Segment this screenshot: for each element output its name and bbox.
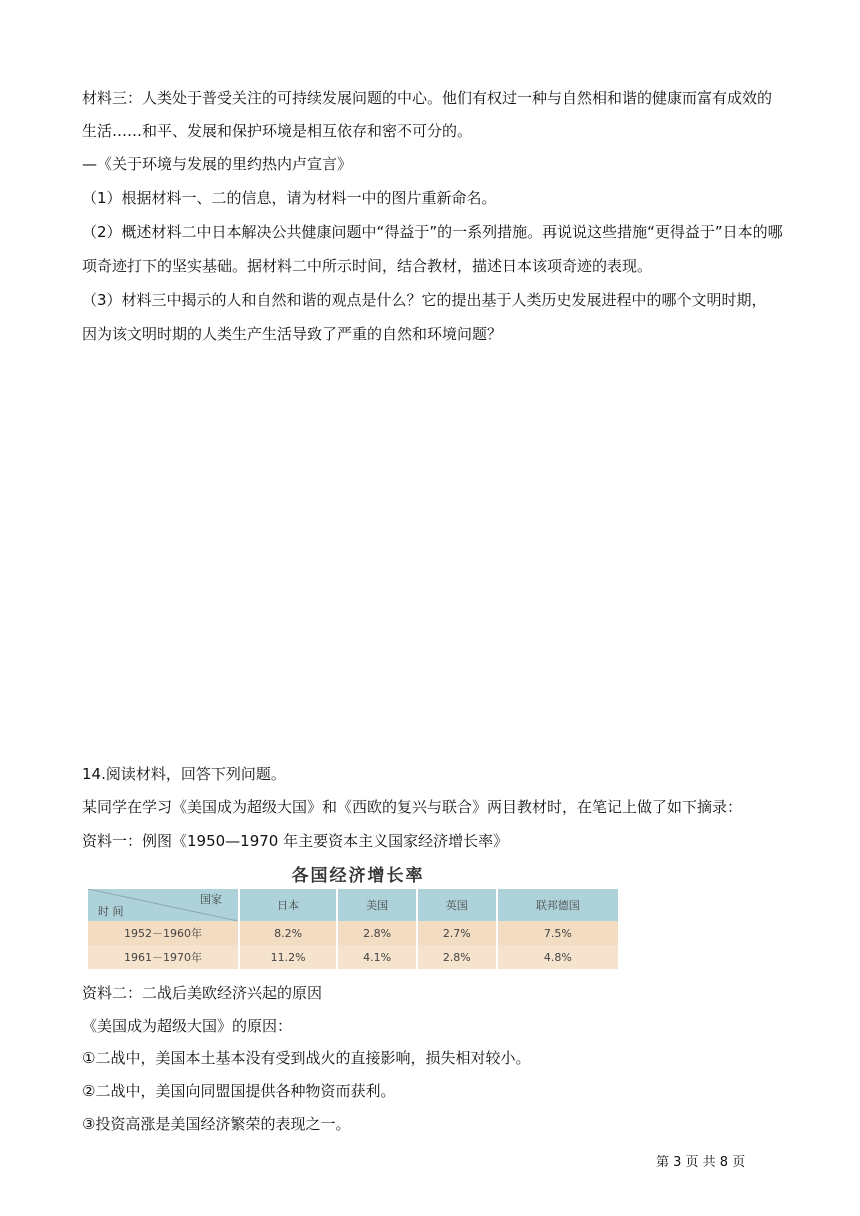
q14-heading: 14.阅读材料，回答下列问题。 — [82, 765, 286, 783]
table-row — [88, 945, 619, 969]
page-footer: 第 3 页 共 8 页 — [656, 1155, 746, 1170]
row-period: 1952－1960年 — [88, 921, 239, 945]
col-japan: 日本 — [239, 889, 337, 921]
q14-material1: 资料一：例图《1950—1970 年主要资本主义国家经济增长率》 — [82, 832, 509, 850]
reason-2: ②二战中，美国向同盟国提供各种物资而获利。 — [82, 1082, 396, 1100]
reason-3: ③投资高涨是美国经济繁荣的表现之一。 — [82, 1115, 351, 1133]
cell-value: 7.5% — [497, 921, 619, 945]
reason-1: ①二战中，美国本土基本没有受到战火的直接影响，损失相对较小。 — [82, 1049, 531, 1067]
cell-value: 11.2% — [239, 945, 337, 969]
material3-text-line2: 生活……和平、发展和保护环境是相互依存和密不可分的。 — [82, 122, 473, 140]
question-1: （1）根据材料一、二的信息，请为材料一中的图片重新命名。 — [82, 189, 497, 207]
col-usa: 美国 — [337, 889, 417, 921]
cell-value: 2.8% — [417, 945, 497, 969]
col-uk: 英国 — [417, 889, 497, 921]
row-period: 1961－1970年 — [88, 945, 239, 969]
material3-source: —《关于环境与发展的里约热内卢宣言》 — [82, 155, 353, 173]
cell-value: 2.8% — [337, 921, 417, 945]
cell-value: 4.1% — [337, 945, 417, 969]
cell-value: 4.8% — [497, 945, 619, 969]
q14-material2: 资料二：二战后美欧经济兴起的原因 — [82, 984, 323, 1002]
question-2-line2: 项奇迹打下的坚实基础。据材料二中所示时间，结合教材，描述日本该项奇迹的表现。 — [82, 257, 653, 275]
col-west-germany: 联邦德国 — [497, 889, 619, 921]
growth-rate-table — [88, 889, 620, 969]
table-diagonal-header — [88, 889, 239, 921]
question-3-line2: 因为该文明时期的人类生产生活导致了严重的自然和环境问题？ — [82, 325, 503, 343]
growth-rate-table-image — [88, 855, 628, 967]
table-row — [88, 921, 619, 945]
question-2-line1: （2）概述材料二中日本解决公共健康问题中“得益于”的一系列措施。再说说这些措施“更得益于”日本的哪 — [82, 223, 783, 241]
table-title: 各国经济增长率 — [291, 866, 425, 886]
question-3-line1: （3）材料三中揭示的人和自然和谐的观点是什么？它的提出基于人类历史发展进程中的哪个文明时期， — [82, 291, 767, 309]
q14-intro: 某同学在学习《美国成为超级大国》和《西欧的复兴与联合》两目教材时，在笔记上做了如下摘录： — [82, 798, 743, 816]
header-time: 时 间 — [98, 905, 124, 918]
material3-text-line1: 材料三：人类处于普受关注的可持续发展问题的中心。他们有权过一种与自然相和谐的健康而富有成效的 — [82, 89, 773, 107]
cell-value: 2.7% — [417, 921, 497, 945]
cell-value: 8.2% — [239, 921, 337, 945]
reasons-title: 《美国成为超级大国》的原因： — [82, 1017, 293, 1035]
header-country: 国家 — [200, 893, 222, 906]
